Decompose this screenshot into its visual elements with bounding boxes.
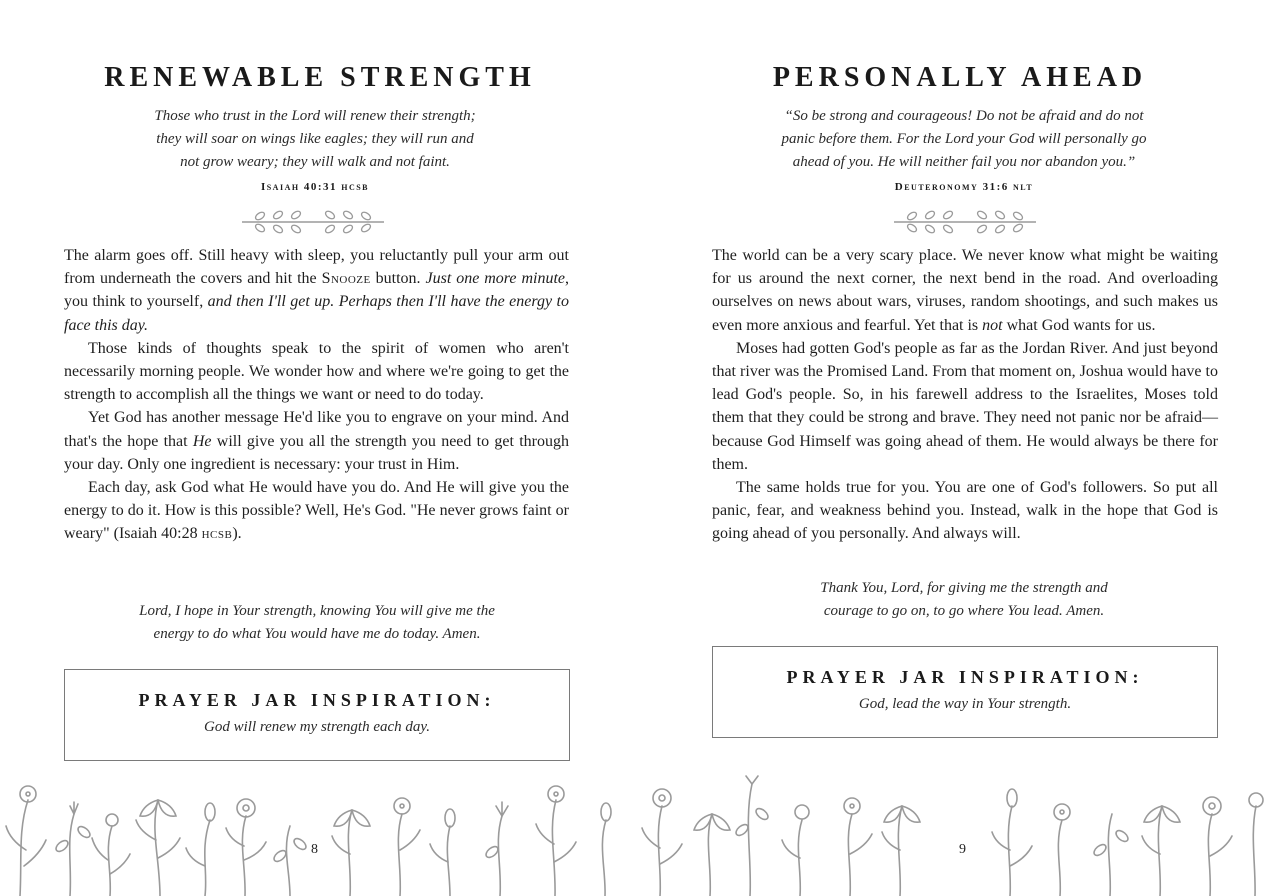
body-text: The alarm goes off. Still heavy with sleep, you reluctantly pull your arm out from underneath the covers and hit the xyxy=(64,247,569,288)
prayer-jar-heading: PRAYER JAR INSPIRATION: xyxy=(786,667,1144,687)
page-title: PERSONALLY AHEAD xyxy=(772,62,1148,93)
body-text: , you think to yourself, xyxy=(64,270,570,311)
devotional-body xyxy=(712,244,1218,546)
scripture-reference: Isaiah 40:31 hcsb xyxy=(260,181,370,193)
prayer-line: Lord, I hope in Your strength, knowing You will give me the xyxy=(139,603,495,619)
body-paragraph: Those kinds of thoughts speak to the spirit of women who aren't necessarily morning people. We wonder how and where we're going to get the strength to accomplish all the things we want or need to do today. xyxy=(64,339,569,404)
scripture-verse xyxy=(0,105,630,174)
prayer-line: courage to go on, to go where You lead. Amen. xyxy=(823,603,1105,619)
snooze-word: Snooze xyxy=(321,270,371,288)
verse-line: they will soar on wings like eagles; they will run and xyxy=(156,131,474,147)
page-number: 8 xyxy=(311,842,318,857)
body-paragraph xyxy=(712,244,1218,337)
verse-line: panic before them. For the Lord your God will personally go xyxy=(781,131,1147,147)
scripture-reference: Deuteronomy 31:6 nlt xyxy=(894,181,1034,193)
body-text: Yet God has another message He'd like you to engrave on your mind. And that's the hope that xyxy=(64,409,569,450)
prayer-jar-text: God, lead the way in Your strength. xyxy=(858,696,1072,712)
body-paragraph: Moses had gotten God's people as far as the Jordan River. And just beyond that river was the Promised Land. From that moment on, Joshua would have to lead God's people. So, in his farewell address to the Israelites, Moses told them that they could be strong and brave. They need not panic nor be afraid—because God Himself was going ahead of them. He would always be there for them. xyxy=(712,339,1218,473)
wildflower-border-illustration xyxy=(0,770,1280,896)
leaf-divider-icon xyxy=(238,208,388,234)
body-text: The world can be a very scary place. We never know what might be waiting for us around the next corner, the next bend in the road. And overloading ourselves on news about wars, viruses, random shootings, and such makes us even more anxious and fearful. Yet that is xyxy=(712,247,1218,334)
leaf-divider-icon xyxy=(890,208,1040,234)
right-page xyxy=(640,0,1280,896)
prayer-line: energy to do what You would have me do today. Amen. xyxy=(153,626,481,642)
body-text: ). xyxy=(232,525,242,543)
body-paragraph xyxy=(64,406,569,476)
italic-emphasis: not xyxy=(982,316,1003,334)
page-number: 9 xyxy=(959,842,966,857)
italic-thought: and then I'll get up. Perhaps then I'll have the energy to face this day. xyxy=(64,293,570,334)
body-paragraph xyxy=(64,476,569,546)
prayer-jar-heading: PRAYER JAR INSPIRATION: xyxy=(138,690,496,710)
translation-abbrev: hcsb xyxy=(201,525,233,543)
prayer-jar-box xyxy=(64,669,570,761)
devotional-body xyxy=(64,244,569,546)
scripture-verse xyxy=(640,105,1280,174)
verse-line: ahead of you. He will neither fail you nor abandon you.” xyxy=(792,154,1136,170)
body-paragraph xyxy=(64,244,569,337)
body-text: Each day, ask God what He would have you do. And He will give you the energy to do it. How is this possible? Well, He's God. "He never grows faint or weary" (Isaiah 40:28 xyxy=(64,479,569,543)
body-paragraph: The same holds true for you. You are one of God's followers. So put all panic, fear, and weakness behind you. Instead, walk in the hope that God is going ahead of you personally. And always will. xyxy=(712,479,1218,543)
closing-prayer xyxy=(0,600,634,646)
body-text: what God wants for us. xyxy=(1002,316,1156,334)
italic-thought: Just one more minute xyxy=(425,270,566,288)
prayer-line: Thank You, Lord, for giving me the strength and xyxy=(820,580,1108,596)
prayer-jar-text: God will renew my strength each day. xyxy=(204,719,430,735)
italic-emphasis: He xyxy=(192,432,212,450)
body-text: will give you all the strength you need to get through your day. Only one ingredient is necessary: your trust in Him. xyxy=(64,432,569,473)
body-text: button. xyxy=(370,270,426,288)
verse-line: “So be strong and courageous! Do not be afraid and do not xyxy=(784,108,1144,124)
closing-prayer xyxy=(640,577,1280,623)
prayer-jar-box xyxy=(712,646,1218,738)
verse-line: not grow weary; they will walk and not faint. xyxy=(180,154,450,170)
verse-line: Those who trust in the Lord will renew their strength; xyxy=(154,108,476,124)
page-title: RENEWABLE STRENGTH xyxy=(104,62,536,93)
